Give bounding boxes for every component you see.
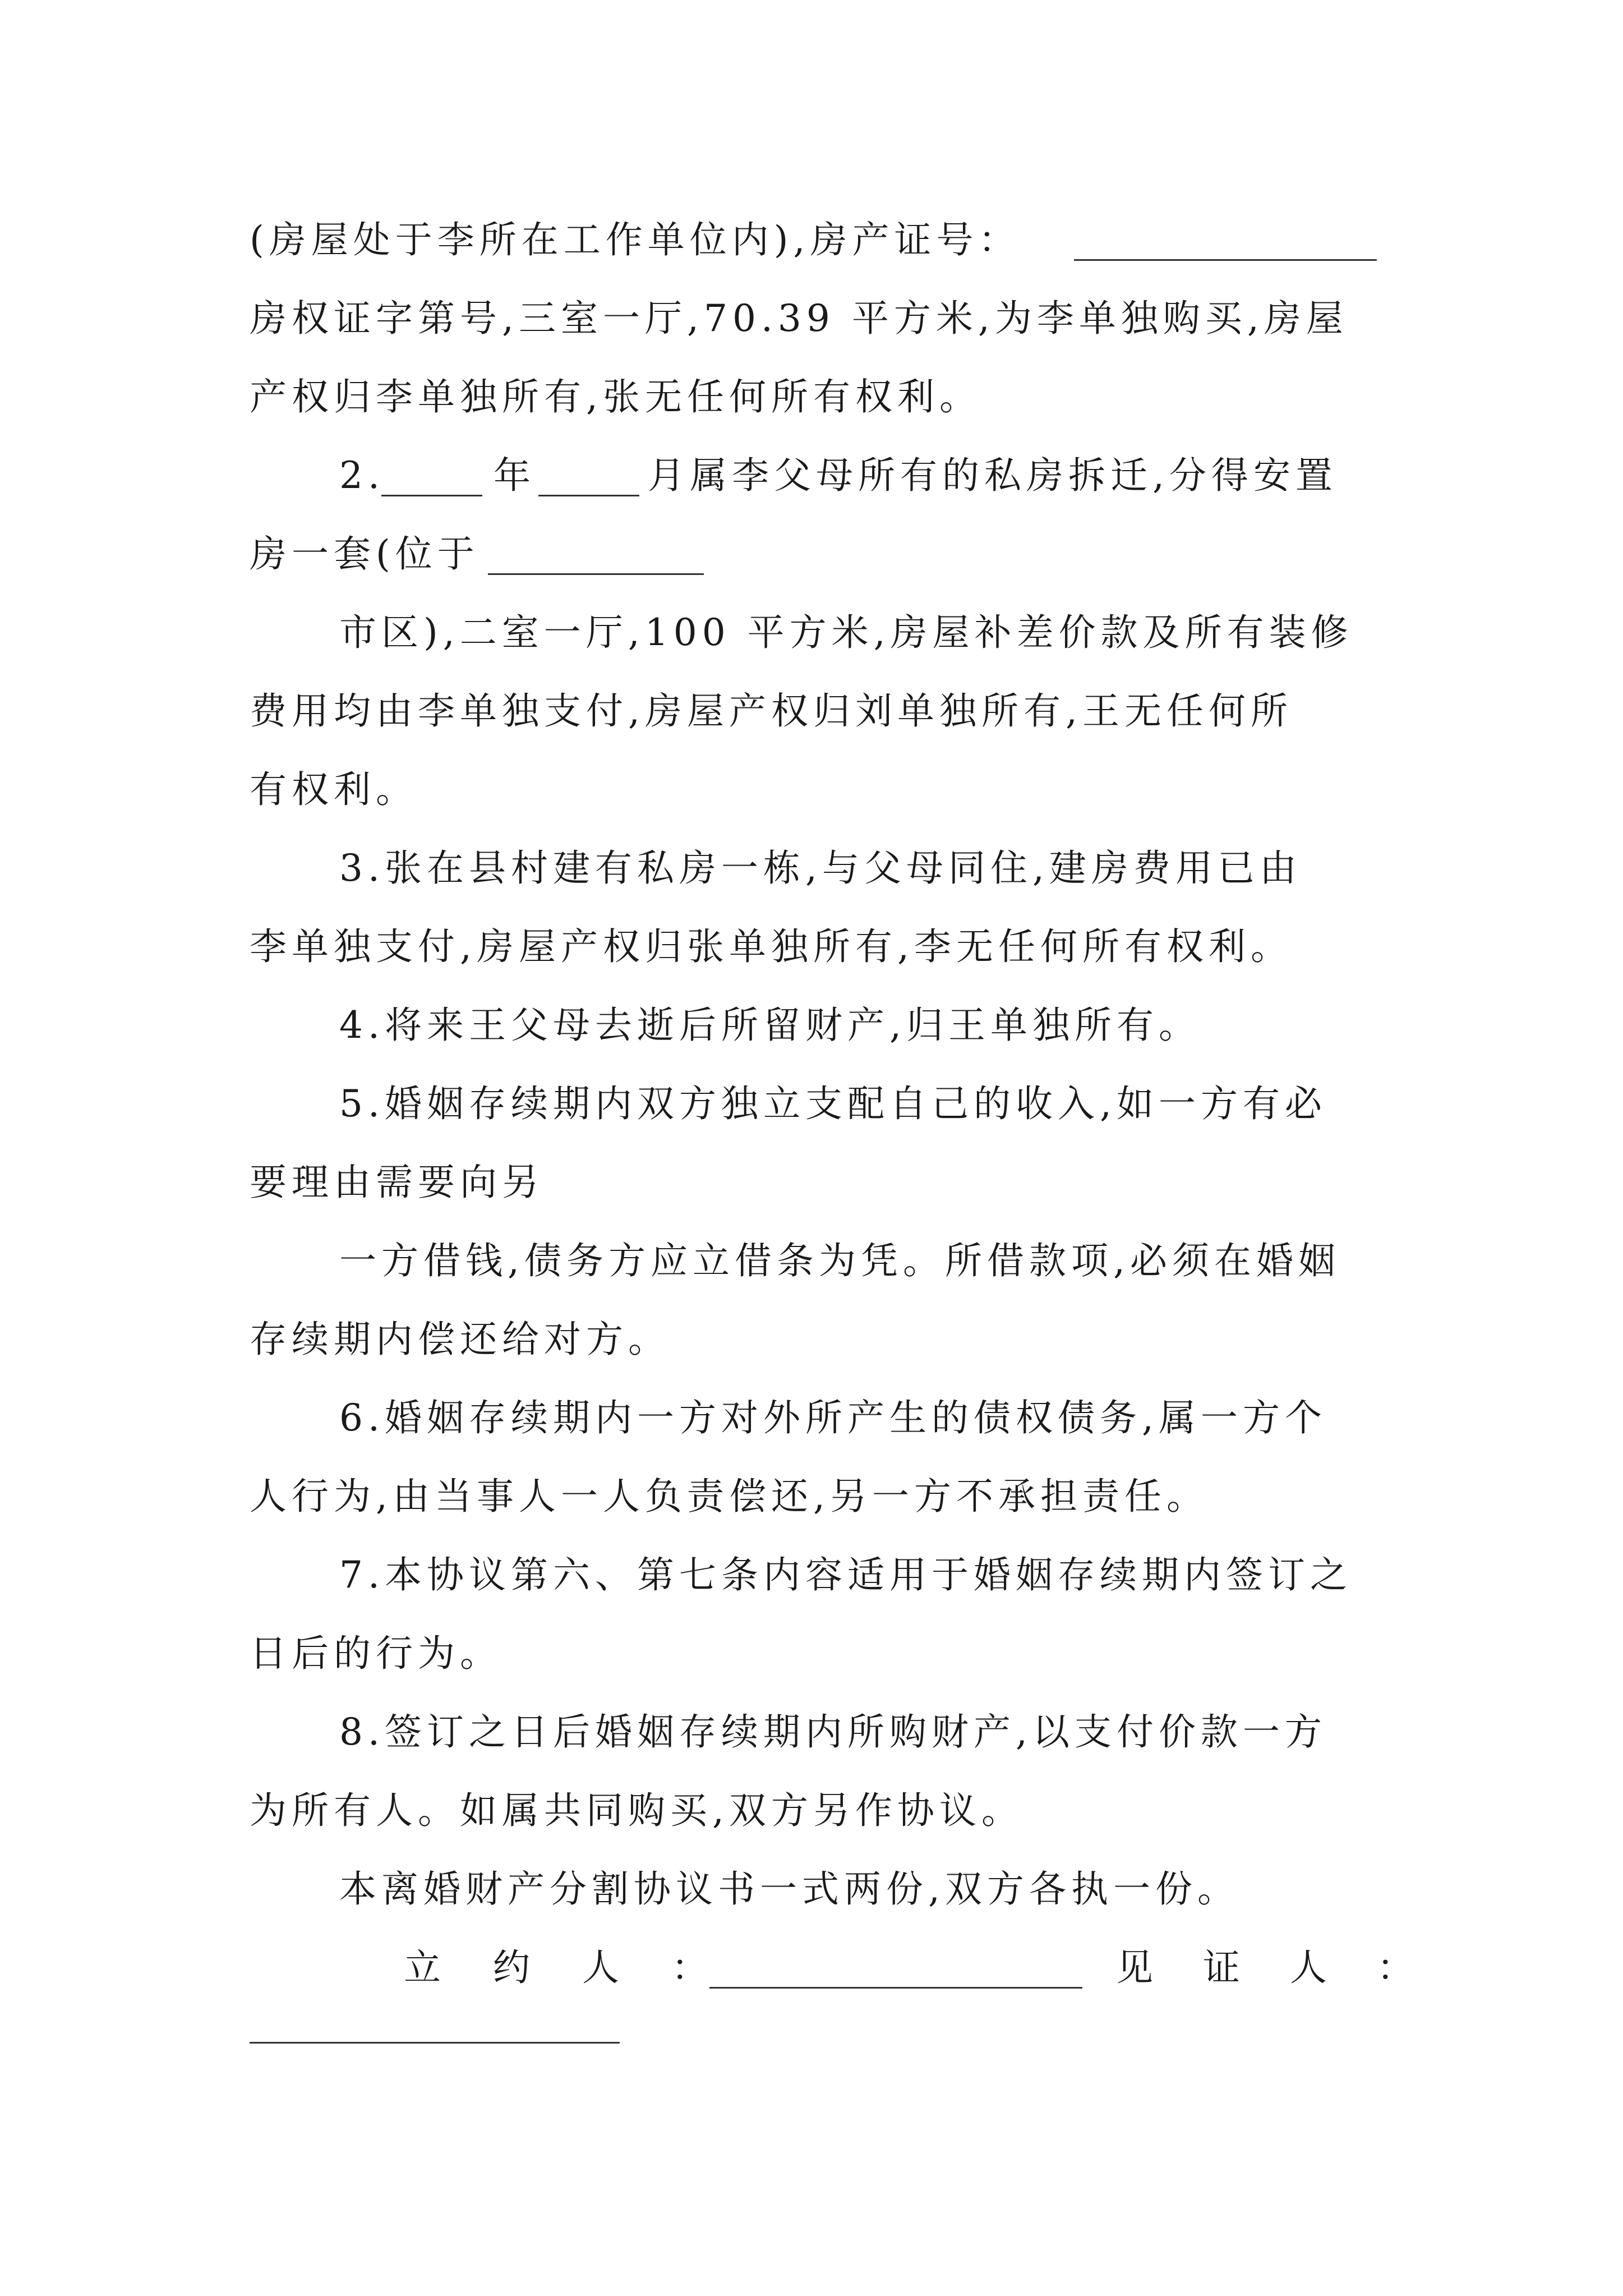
party-signature-label: 立 约 人 ： <box>404 1946 728 1989</box>
clause-7-line-2: 日后的行为。 <box>250 1632 502 1675</box>
text-line-2: 房权证字第号,三室一厅,70.39 平方米,为李单独购买,房屋 <box>250 297 1348 340</box>
clause-5-line-1: 5.婚姻存续期内双方独立支配自己的收入,如一方有必 <box>339 1082 1327 1125</box>
clause-8-line-2: 为所有人。如属共同购买,双方另作协议。 <box>250 1789 1023 1832</box>
clause-2-year-label: 年 <box>494 454 536 497</box>
blank-location <box>488 573 704 575</box>
clause-2-number: 2. <box>339 454 385 497</box>
clause-5-line-3: 一方借钱,债务方应立借条为凭。所借款项,必须在婚姻 <box>339 1239 1340 1282</box>
text-line-8: 费用均由李单独支付,房屋产权归刘单独所有,王无任何所 <box>250 689 1293 733</box>
clause-6-line-1: 6.婚姻存续期内一方对外所产生的债权债务,属一方个 <box>339 1396 1327 1439</box>
clause-7-line-1: 7.本协议第六、第七条内容适用于婚姻存续期内签订之 <box>339 1553 1352 1596</box>
blank-month <box>538 495 639 496</box>
witness-signature-blank <box>250 2042 620 2044</box>
text-line-6: 房一套(位于 <box>250 532 479 576</box>
clause-4: 4.将来王父母去逝后所留财产,归王单独所有。 <box>339 1004 1201 1047</box>
clause-5-line-4: 存续期内偿还给对方。 <box>250 1318 670 1361</box>
text-line-7: 市区),二室一厅,100 平方米,房屋补差价款及所有装修 <box>339 611 1353 654</box>
clause-5-line-2: 要理由需要向另 <box>250 1161 544 1204</box>
clause-3-line-1: 3.张在县村建有私房一栋,与父母同住,建房费用已由 <box>339 846 1302 890</box>
blank-year <box>381 495 482 496</box>
witness-signature-label: 见 证 人 ： <box>1116 1946 1433 1989</box>
clause-2-text: 月属李父母所有的私房拆迁,分得安置 <box>648 454 1338 497</box>
text-line-3: 产权归李单独所有,张无任何所有权利。 <box>250 375 981 418</box>
text-line-1: (房屋处于李所在工作单位内),房产证号： <box>250 218 1021 261</box>
clause-6-line-2: 人行为,由当事人一人负责偿还,另一方不承担责任。 <box>250 1475 1209 1518</box>
clause-3-line-2: 李单独支付,房屋产权归张单独所有,李无任何所有权利。 <box>250 925 1293 968</box>
clause-8-line-1: 8.签订之日后婚姻存续期内所购财产,以支付价款一方 <box>339 1710 1327 1754</box>
party-signature-blank <box>709 1987 1082 1989</box>
blank-house-cert-no <box>1074 259 1377 261</box>
text-line-9: 有权利。 <box>250 768 418 811</box>
closing-statement: 本离婚财产分割协议书一式两份,双方各执一份。 <box>339 1867 1239 1911</box>
